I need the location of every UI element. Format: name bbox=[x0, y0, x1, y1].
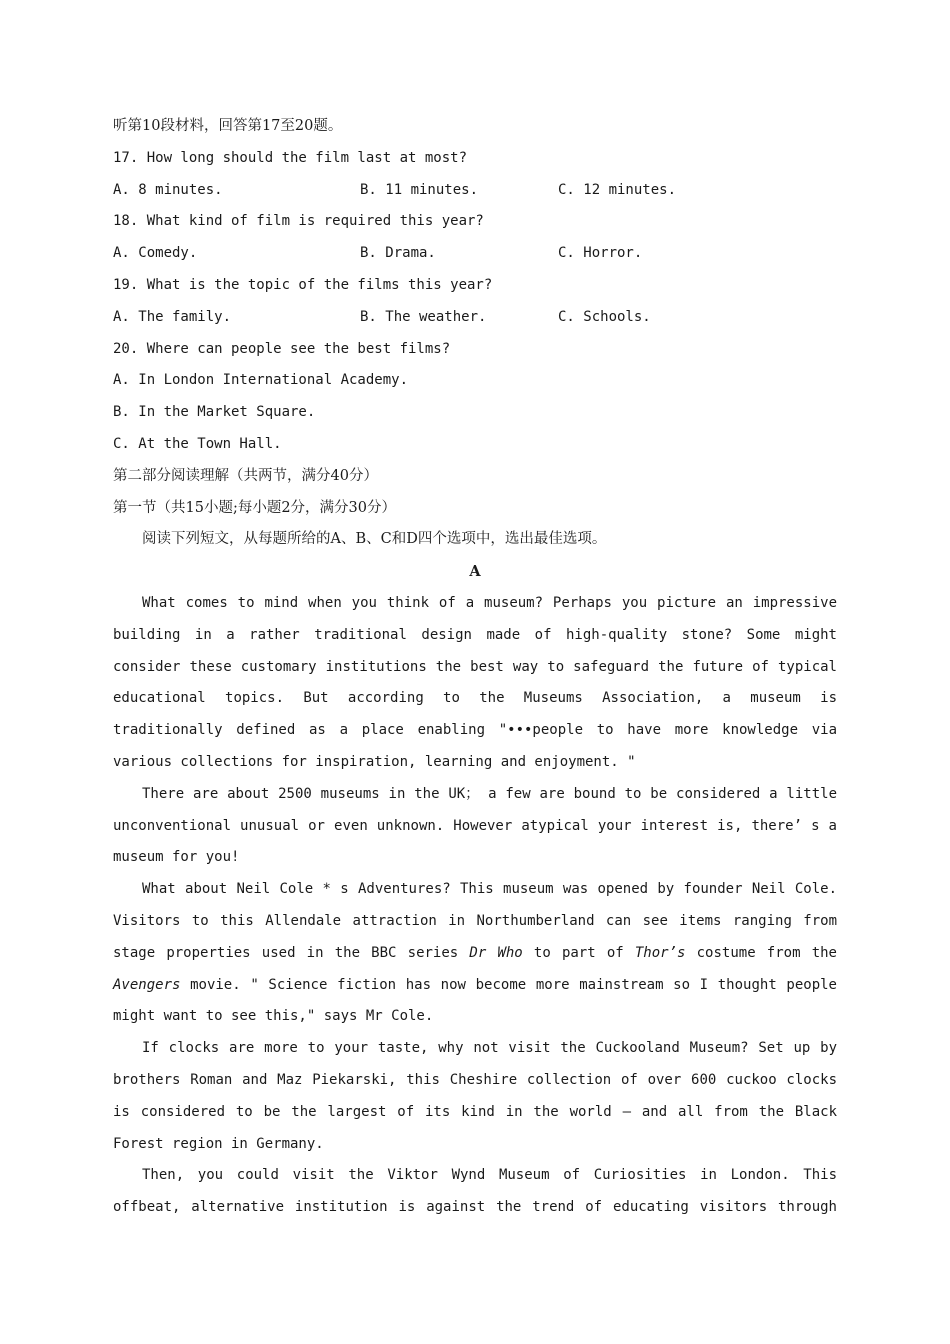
passage-line: educational topics. But according to the Museums Association, a museum is bbox=[113, 690, 837, 707]
title-dr-who: Dr Who bbox=[469, 944, 523, 961]
passage-line: consider these customary institutions the best way to safeguard the future of typical bbox=[113, 658, 837, 675]
passage-line bbox=[113, 970, 837, 1002]
text-segment: stage properties used in the BBC series bbox=[113, 944, 470, 961]
option-c: C. 12 minutes. bbox=[558, 181, 677, 198]
question-options bbox=[113, 302, 837, 334]
section-header: 听第10段材料，回答第17至20题。 bbox=[113, 118, 343, 134]
passage-line: traditionally defined as a place enabling "•••people to have more knowledge via bbox=[113, 722, 837, 739]
passage-line: Forest region in Germany. bbox=[113, 1135, 324, 1152]
option-b: B. 11 minutes. bbox=[360, 181, 479, 198]
passage-line: might want to see this," says Mr Cole. bbox=[113, 1008, 434, 1025]
passage-label: A bbox=[469, 563, 481, 581]
question-stem: 17. How long should the film last at most? bbox=[113, 149, 468, 166]
passage-line: Then, you could visit the Viktor Wynd Museum of Curiosities in London. This bbox=[142, 1167, 837, 1184]
question-options bbox=[113, 175, 837, 207]
passage-paragraph-1 bbox=[113, 588, 837, 779]
passage-line: various collections for inspiration, learning and enjoyment. " bbox=[113, 753, 636, 770]
option-b: B. In the Market Square. bbox=[113, 404, 316, 421]
section1-title: 第一节（共15小题;每小题2分，满分30分） bbox=[113, 499, 397, 516]
passage-line: museum for you! bbox=[113, 849, 240, 866]
option-c: C. At the Town Hall. bbox=[113, 435, 282, 452]
question-stem: 20. Where can people see the best films? bbox=[113, 340, 451, 357]
passage-line: Visitors to this Allendale attraction in Northumberland can see items ranging from bbox=[113, 912, 837, 929]
option-a: A. The family. bbox=[113, 308, 232, 325]
passage-paragraph-5 bbox=[113, 1160, 837, 1224]
option-b: B. The weather. bbox=[360, 308, 487, 325]
option-a: A. In London International Academy. bbox=[113, 372, 409, 389]
option-a: A. Comedy. bbox=[113, 245, 198, 262]
passage-paragraph-2 bbox=[113, 779, 837, 874]
option-c: C. Schools. bbox=[558, 308, 651, 325]
passage-line: What comes to mind when you think of a museum? Perhaps you picture an impressive bbox=[142, 594, 837, 611]
part2-title: 第二部分阅读理解（共两节，满分40分） bbox=[113, 467, 378, 484]
passage-line: brothers Roman and Maz Piekarski, this Cheshire collection of over 600 cuckoo clocks bbox=[113, 1071, 837, 1088]
question-stem: 19. What is the topic of the films this year? bbox=[113, 276, 493, 293]
title-avengers: Avengers bbox=[113, 976, 181, 993]
title-thor: Thor’s bbox=[634, 944, 686, 961]
instructions: 阅读下列短文，从每题所给的A、B、C和D四个选项中，选出最佳选项。 bbox=[142, 531, 607, 548]
question-stem: 18. What kind of film is required this year? bbox=[113, 213, 484, 230]
passage-line: building in a rather traditional design made of high-quality stone? Some might bbox=[113, 626, 837, 643]
passage-line bbox=[113, 938, 837, 970]
passage-line: is considered to be the largest of its kind in the world — and all from the Black bbox=[113, 1103, 837, 1120]
question-options bbox=[113, 238, 837, 270]
option-c: C. Horror. bbox=[558, 245, 643, 262]
passage-paragraph-3 bbox=[113, 874, 837, 1033]
text-segment: movie. " Science fiction has now become more mainstream so I thought people bbox=[180, 976, 837, 993]
passage-line: There are about 2500 museums in the UK； a few are bound to be considered a little bbox=[142, 785, 837, 802]
passage-line: If clocks are more to your taste, why not visit the Cuckooland Museum? Set up by bbox=[142, 1040, 837, 1057]
passage-line: unconventional unusual or even unknown. However atypical your interest is, there’ s a bbox=[113, 817, 837, 834]
text-segment: to part of bbox=[522, 944, 635, 961]
exam-page bbox=[113, 111, 837, 1224]
passage-paragraph-4 bbox=[113, 1033, 837, 1160]
text-segment: costume from the bbox=[685, 944, 837, 961]
option-b: B. Drama. bbox=[360, 245, 436, 262]
option-a: A. 8 minutes. bbox=[113, 181, 223, 198]
passage-line: offbeat, alternative institution is against the trend of educating visitors through bbox=[113, 1199, 837, 1216]
passage-line: What about Neil Cole * s Adventures? This museum was opened by founder Neil Cole. bbox=[142, 881, 837, 898]
